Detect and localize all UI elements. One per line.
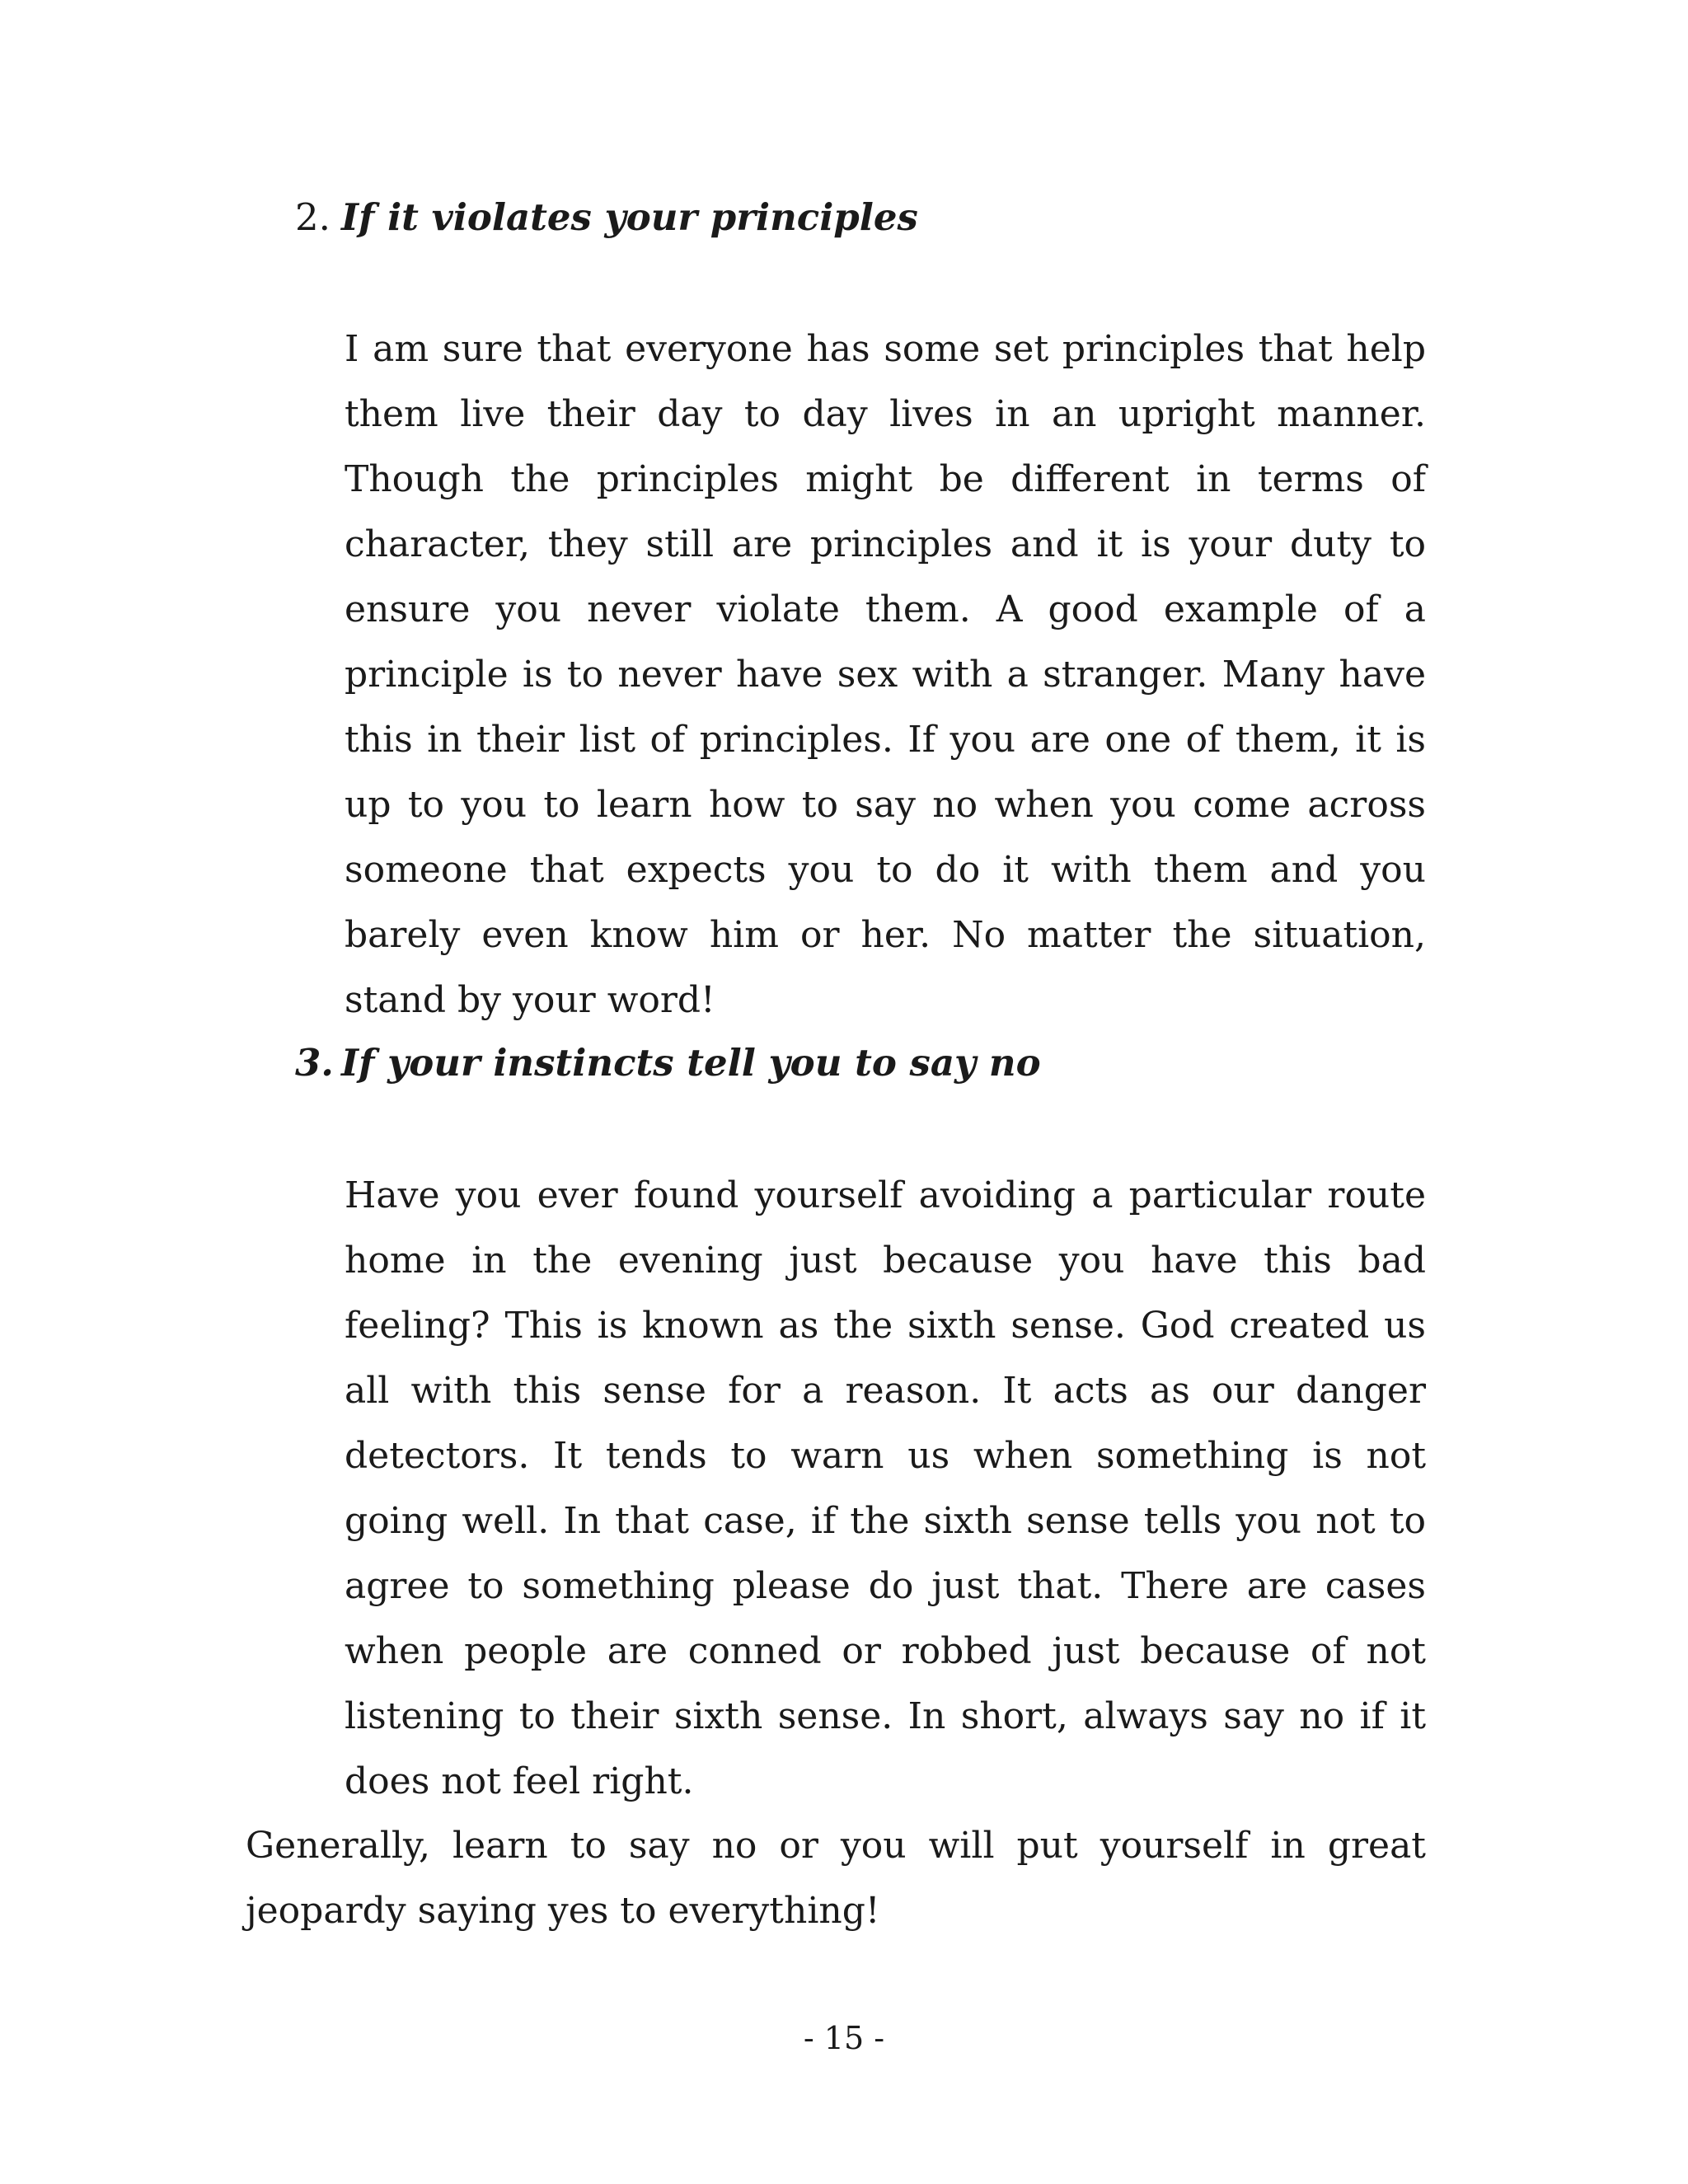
section-title: If your instincts tell you to say no [341, 1041, 1041, 1085]
section-number: 3. [295, 1041, 334, 1085]
section-heading-3 [295, 1038, 1041, 1088]
section-body-2: I am sure that everyone has some set principles that help them live their day to day lives in an upright manner. Though the principles might be different in terms of character, they still are principles and it is your duty to ensure you never violate them. A good example of a principle is to never have sex with a stranger. Many have this in their list of principles. If you are one of them, it is up to you to learn how to say no when you come across someone that expects you to do it with them and you barely even know him or her. No matter the situation, stand by your word! [345, 328, 1426, 1021]
section-title: If it violates your principles [341, 195, 918, 239]
page-number: - 15 - [803, 2020, 885, 2056]
section-number: 2. [295, 195, 331, 239]
closing-paragraph: Generally, learn to say no or you will put yourself in great jeopardy saying yes to everything! [246, 1825, 1426, 1932]
section-heading-2 [295, 193, 918, 242]
section-body-3: Have you ever found yourself avoiding a particular route home in the evening just because you have this bad feeling? This is known as the sixth sense. God created us all with this sense for a reason. It acts as our danger detectors. It tends to warn us when something is not going well. In that case, if the sixth sense tells you not to agree to something please do just that. There are cases when people are conned or robbed just because of not listening to their sixth sense. In short, always say no if it does not feel right. [345, 1174, 1426, 1802]
